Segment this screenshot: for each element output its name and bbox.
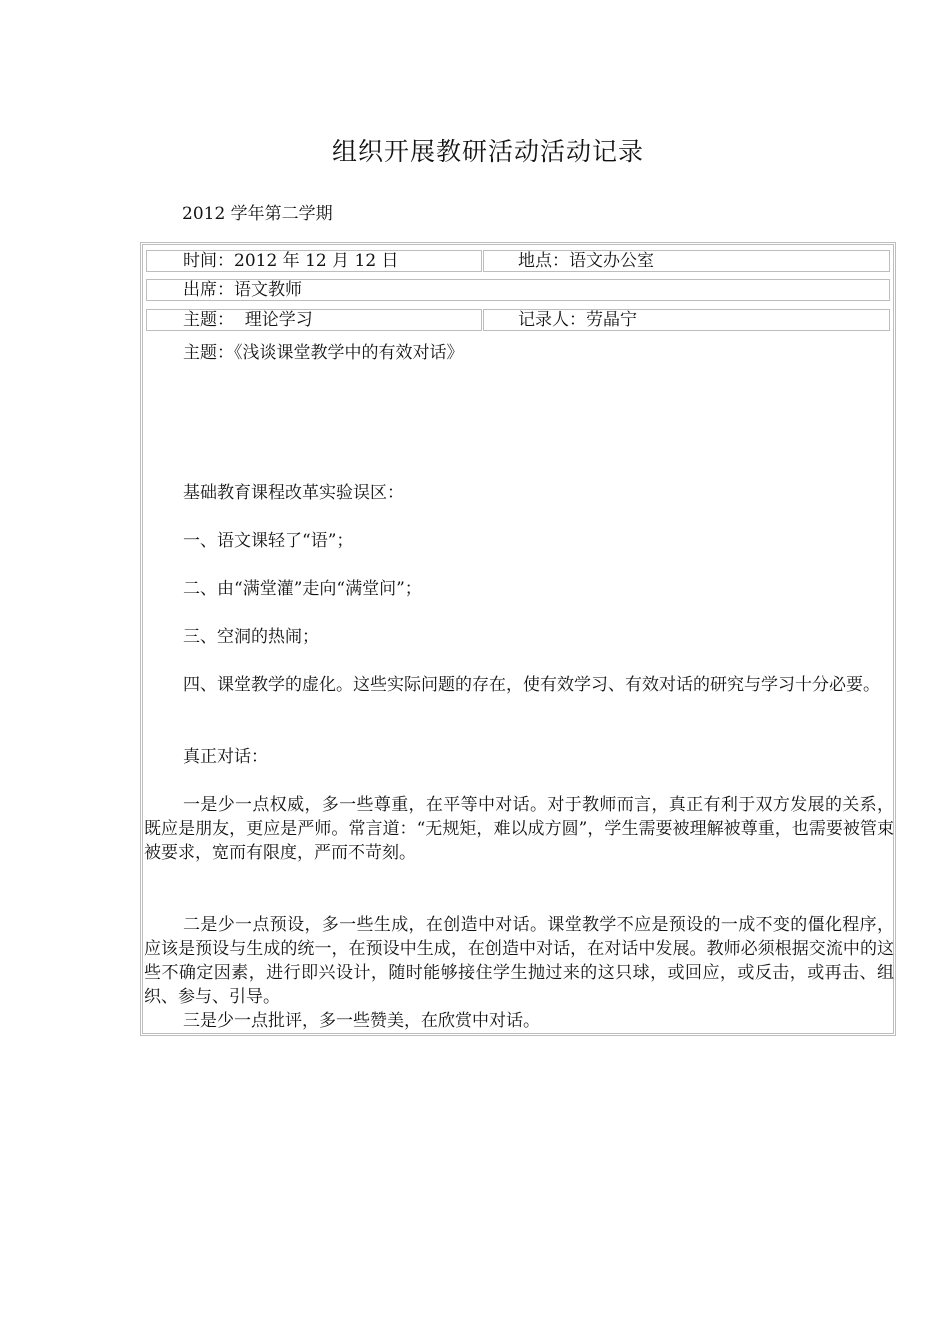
table-row-time-location [146, 250, 890, 272]
mistake-4-paragraph: 四、课堂教学的虚化。这些实际问题的存在，使有效学习、有效对话的研究与学习十分必要。 [183, 675, 880, 695]
location-field: 地点：语文办公室 [518, 251, 654, 271]
intro-paragraph: 基础教育课程改革实验误区： [183, 483, 404, 503]
dialogue-1-paragraph: 一是少一点权威，多一些尊重，在平等中对话。对于教师而言，真正有利于双方发展的关系，既应是朋友，更应是严师。常言道：“无规矩，难以成方圆”，学生需要被理解被尊重，也需要被管束被要求，宽而有限度，严而不苛刻。 [144, 795, 894, 863]
subject-field: 主题： 理论学习 [183, 310, 313, 330]
mistake-3-paragraph: 三、空洞的热闹； [183, 627, 319, 647]
mistake-2-paragraph: 二、由“满堂灌”走向“满堂问”； [183, 579, 422, 599]
attendees-field: 出席：语文教师 [183, 280, 302, 300]
cell-divider [481, 309, 484, 331]
page-title: 组织开展教研活动活动记录 [331, 137, 644, 166]
mistake-1-paragraph: 一、语文课轻了“语”； [183, 531, 354, 551]
dialogue-3-paragraph: 三是少一点批评，多一些赞美，在欣赏中对话。 [183, 1011, 540, 1031]
semester-label: 2012 学年第二学期 [182, 204, 333, 224]
table-row-subject-recorder [146, 309, 890, 331]
time-field: 时间：2012 年 12 月 12 日 [183, 251, 399, 271]
table-row-attendees [146, 279, 890, 301]
recorder-field: 记录人：劳晶宁 [518, 310, 637, 330]
topic-paragraph: 主题：《浅谈课堂教学中的有效对话》 [183, 343, 464, 363]
true-dialogue-heading: 真正对话： [183, 747, 268, 767]
cell-divider [481, 250, 484, 272]
dialogue-2-paragraph: 二是少一点预设，多一些生成，在创造中对话。课堂教学不应是预设的一成不变的僵化程序，应该是预设与生成的统一，在预设中生成，在创造中对话，在对话中发展。教师必须根据交流中的这些不确定因素，进行即兴设计，随时能够接住学生抛过来的这只球，或回应，或反击，或再击、组织、参与、引导。 [144, 915, 894, 1007]
record-table [140, 242, 896, 1036]
